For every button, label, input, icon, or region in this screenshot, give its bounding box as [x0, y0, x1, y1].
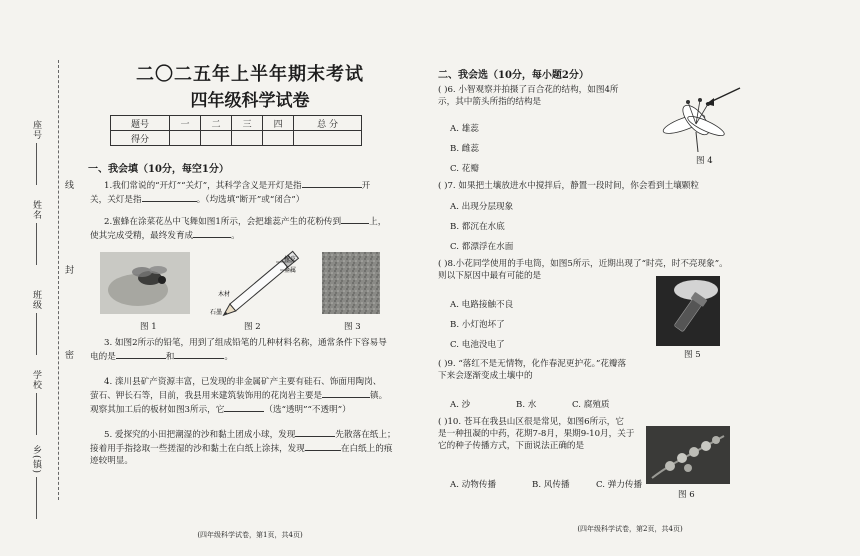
score-table — [110, 115, 362, 146]
label-wood: 木材 — [218, 291, 231, 298]
answer-blank[interactable] — [302, 178, 362, 188]
question-2: 2.蜜蜂在涂菜花丛中飞舞如图1所示，会把雄蕊产生的花粉传到 上， 使其完成受精，最终发育成 。 — [104, 214, 404, 242]
answer-paren[interactable]: ( ) — [438, 85, 448, 95]
table-cell: 题号 — [111, 116, 170, 131]
school-field: 学校 — [30, 370, 43, 435]
question-5: 5. 爱探究的小田把潮湿的沙和黏土团成小球，发现 先散落在纸上； 接着用手指捻取一些搓湿的沙和黏土在白纸上涂抹，发现 在白纸上的痕 迹较明显。 — [104, 427, 406, 467]
answer-paren[interactable]: ( ) — [438, 181, 448, 191]
q8-option-b[interactable]: B. 小灯泡坏了 — [450, 320, 505, 330]
figure-3-caption: 图 3 — [344, 322, 361, 332]
answer-blank[interactable] — [341, 214, 369, 224]
figure-3-granite-photo — [322, 252, 380, 314]
q9-option-a[interactable]: A. 沙 — [450, 400, 471, 410]
answer-blank[interactable] — [193, 228, 231, 238]
table-cell: 一 — [169, 116, 200, 131]
q10-option-a[interactable]: A. 动物传播 — [450, 480, 497, 490]
question-8: ( )8.小花同学使用的手电筒，如图5所示，近期出现了“时亮，时不亮现象”。 则以下原因中最有可能的是 — [438, 259, 728, 281]
figure-5-caption: 图 5 — [684, 350, 701, 360]
figure-6-cocklebur — [646, 426, 730, 484]
seat-number-field: 座号 — [30, 120, 43, 185]
score-cell[interactable] — [169, 131, 200, 146]
question-1: 1.我们常说的“开灯”“关灯”，其科学含义是开灯是指 开 关，关灯是指 。（均选填“断开”或“闭合”） — [104, 178, 404, 206]
score-cell[interactable] — [294, 131, 362, 146]
answer-blank[interactable] — [305, 441, 341, 451]
score-cell[interactable] — [201, 131, 232, 146]
table-cell: 二 — [201, 116, 232, 131]
q9-option-b[interactable]: B. 水 — [516, 400, 537, 410]
figure-4-lily — [654, 82, 744, 152]
q6-option-b[interactable]: B. 雌蕊 — [450, 144, 479, 154]
table-cell: 得分 — [111, 131, 170, 146]
answer-blank[interactable] — [295, 427, 335, 437]
figure-1-bee-photo — [100, 252, 190, 314]
name-field: 姓名 — [30, 200, 43, 265]
q6-option-a[interactable]: A. 雄蕊 — [450, 124, 479, 134]
figure-4-caption: 图 4 — [696, 156, 713, 166]
answer-blank[interactable] — [142, 192, 197, 202]
page-footer: (四年级科学试卷，第2页，共4页) — [577, 525, 683, 533]
binding-margin — [0, 60, 78, 520]
table-row — [111, 131, 362, 146]
question-10: ( )10. 苍耳在我县山区很是常见，如图6所示，它 是一种扭凝的中药，花期7-8月，果期9-10月，关于 它的种子传播方式，下面说法正确的是 — [438, 417, 635, 451]
label-metal: 金属 — [284, 267, 297, 274]
answer-blank[interactable] — [224, 402, 264, 412]
section-1-heading: 一、我会填（10分，每空1分） — [88, 164, 229, 175]
question-4: 4. 滦川县矿产资源丰富，已发现的非金属矿产主要有硅石、饰面用陶岗、 萤石、钾长石等，目前，我县用来建筑装饰用的花岗岩主要是 镇。 观察其加工后的板材如图3所示，它 （选“透明”“不透明”） — [90, 377, 388, 415]
exam-page-1 — [0, 0, 420, 556]
cut-mark: 封 — [63, 265, 73, 274]
exam-page-2 — [420, 0, 860, 556]
cut-mark: 线 — [63, 180, 73, 189]
q7-option-a[interactable]: A. 出现分层现象 — [450, 202, 514, 212]
answer-paren[interactable]: ( ) — [438, 259, 448, 269]
table-cell: 四 — [263, 116, 294, 131]
table-row — [111, 116, 362, 131]
figure-5-flashlight — [656, 276, 720, 346]
label-graphite: 石墨 — [210, 309, 223, 316]
exam-title: 二〇二五年上半年期末考试 — [136, 64, 364, 85]
q7-option-b[interactable]: B. 都沉在水底 — [450, 222, 505, 232]
figure-6-caption: 图 6 — [678, 490, 695, 500]
answer-blank[interactable] — [174, 349, 224, 359]
score-cell[interactable] — [263, 131, 294, 146]
q8-option-c[interactable]: C. 电池没电了 — [450, 340, 505, 350]
township-field: 乡(镇) — [30, 445, 43, 519]
answer-blank[interactable] — [116, 349, 166, 359]
q10-option-c[interactable]: C. 弹力传播 — [596, 480, 643, 490]
section-2-heading: 二、我会选（10分，每小题2分） — [438, 70, 589, 81]
q7-option-c[interactable]: C. 都漂浮在水面 — [450, 242, 514, 252]
page-footer: (四年级科学试卷，第1页，共4页) — [197, 531, 303, 539]
figure-1-caption: 图 1 — [140, 322, 157, 332]
figure-2-caption: 图 2 — [244, 322, 261, 332]
table-cell: 总 分 — [294, 116, 362, 131]
exam-subtitle: 四年级科学试卷 — [190, 91, 310, 111]
figure-2-pencil — [210, 250, 310, 318]
q10-option-b[interactable]: B. 风传播 — [532, 480, 570, 490]
question-7: ( )7. 如果把土壤放进水中搅拌后，静置一段时间，你会看到土壤颗粒 — [438, 181, 699, 191]
q6-option-c[interactable]: C. 花瓣 — [450, 164, 479, 174]
binding-line — [58, 60, 59, 500]
question-6: ( )6. 小智观察并拍摄了百合花的结构，如图4所 示，其中箭头所指的结构是 — [438, 85, 619, 107]
q8-option-a[interactable]: A. 电路接触不良 — [450, 300, 514, 310]
class-field: 班级 — [30, 290, 43, 355]
answer-blank[interactable] — [322, 388, 370, 398]
table-cell: 三 — [232, 116, 263, 131]
label-eraser: 橡皮 — [284, 256, 297, 263]
question-3: 3. 如图2所示的铅笔，用到了组成铅笔的几种材料名称，通常条件下容易导 电的是 和 。 — [90, 338, 387, 362]
answer-paren[interactable]: ( ) — [438, 417, 448, 427]
q9-option-c[interactable]: C. 腐殖质 — [572, 400, 610, 410]
score-cell[interactable] — [232, 131, 263, 146]
answer-paren[interactable]: ( ) — [438, 359, 448, 369]
cut-mark: 密 — [63, 350, 73, 359]
question-9: ( )9. “落红不是无情物，化作春泥更护花。”花瓣落 下来会逐渐变成土壤中的 — [438, 359, 627, 381]
